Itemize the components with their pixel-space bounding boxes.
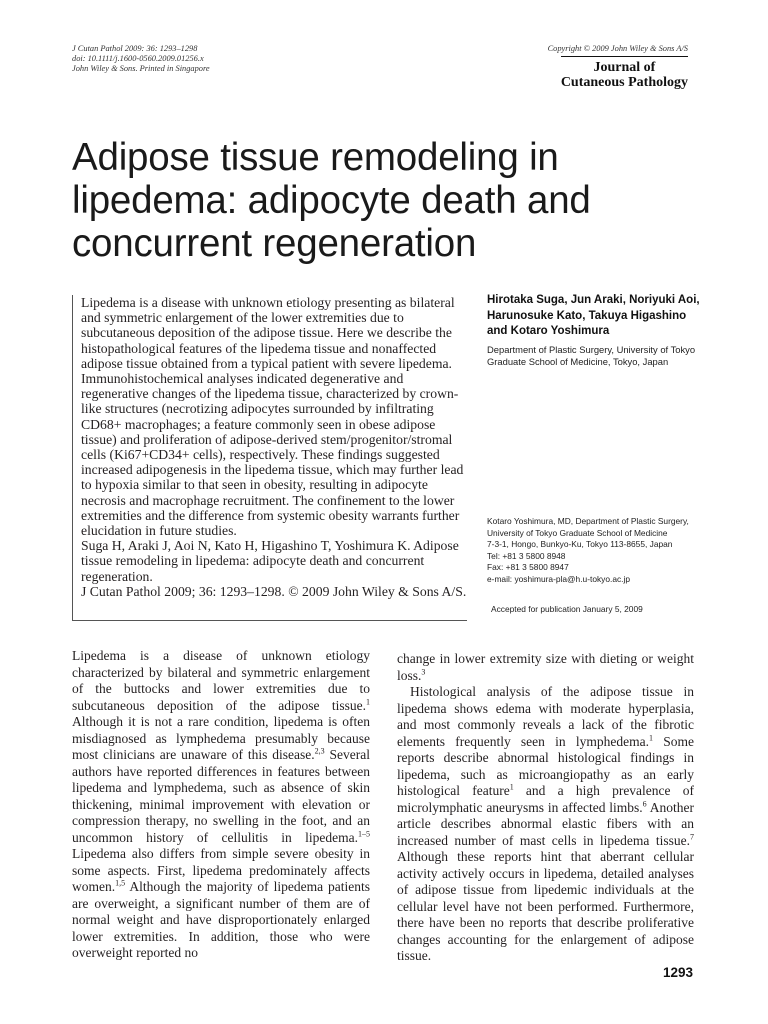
- body-paragraph: Histological analysis of the adipose tissue in lipedema shows edema with moderate hyperplasia, and most commonly reveals a lack of the fibrotic elements frequently seen in lymphedema.$^1$ Some reports describe abnormal histological findings in lipedema, such as microangiopathy as an early histological feature$^1$ and a high prevalence of microlymphatic aneurysms in affected limbs.$^6$ Another article describes abnormal elastic fibers with an increased number of mast cells in lipedema tissue.$^7$ Although these reports hint that aberrant cellular activity actively occurs in lipedema, detailed analyses of adipose tissue from lipedemic individuals at the cellular level have not been performed. Furthermore, there have been no reports that describe proliferative changes accounting for the enlargement of adipose tissue.: [397, 684, 695, 963]
- affiliation: Department of Plastic Surgery, University of Tokyo Graduate School of Medicine, Tokyo, Japan: [487, 343, 696, 367]
- body-column-right: [397, 651, 694, 965]
- abstract-text: Lipedema is a disease with unknown etiology presenting as bilateral and symmetric enlargement of the lower extremities due to subcutaneous deposition of the adipose tissue. Here we describe the histopathological features of the lipedema tissue and nonaffected adipose tissue obtained from a typical patient with severe lipedema. Immunohistochemical analyses indicated degenerative and regenerative changes of the lipedema tissue, characterized by crown-like structures (necrotizing adipocytes surrounded by infiltrating CD68+ macrophages; a feature commonly seen in obese adipose tissue) and proliferation of adipose-derived stem/progenitor/stromal cells (Ki67+CD34+ cells), respectively. These findings suggested increased adipogenesis in the lipedema tissue, which may further lead to hypoxia similar to that seen in obesity, resulting in adipocyte necrosis and macrophage recruitment. The confinement to the lower extremities and the difference from systemic obesity warrants further elucidation in future studies.: [81, 295, 464, 539]
- correspondence-email[interactable]: e-mail: yoshimura-pla@h.u-tokyo.ac.jp: [487, 573, 631, 584]
- citation-line: J Cutan Pathol 2009: 36: 1293–1298: [72, 44, 198, 53]
- correspondence-address: 7-3-1, Hongo, Bunkyo-Ku, Tokyo 113-8655, Japan: [487, 539, 673, 550]
- copyright-notice: Copyright © 2009 John Wiley & Sons A/S: [547, 44, 688, 53]
- citation-header: [72, 44, 372, 74]
- abstract-citation: Suga H, Araki J, Aoi N, Kato H, Higashino T, Yoshimura K. Adipose tissue remodeling in lipedema: adipocyte death and concurrent regeneration.: [81, 538, 459, 584]
- article-title: Adipose tissue remodeling in lipedema: adipocyte death and concurrent regeneration: [72, 136, 591, 265]
- correspondence-name: Kotaro Yoshimura, MD, Department of Plastic Surgery,: [487, 516, 689, 526]
- reference-marker[interactable]: 1,5: [115, 878, 126, 888]
- reference-marker[interactable]: 6: [642, 799, 647, 808]
- correspondence-block: [487, 516, 707, 586]
- reference-marker[interactable]: 7: [690, 832, 694, 841]
- page-number: 1293: [662, 965, 693, 980]
- journal-name-line1: Journal of: [593, 60, 656, 75]
- reference-marker[interactable]: 3: [421, 667, 426, 676]
- reference-marker[interactable]: 1–5: [358, 829, 370, 838]
- correspondence-fax: Fax: +81 3 5800 8947: [487, 562, 569, 573]
- author-list: Hirotaka Suga, Jun Araki, Noriyuki Aoi, Harunosuke Kato, Takuya Higashino and Kotaro Yoshimura: [487, 294, 700, 337]
- body-column-left: [72, 648, 370, 962]
- reference-marker[interactable]: 1: [366, 697, 370, 706]
- correspondence-institution: University of Tokyo Graduate School of Medicine: [487, 527, 668, 538]
- abstract: [72, 295, 467, 621]
- reference-marker[interactable]: 1: [649, 733, 653, 742]
- accepted-date: Accepted for publication January 5, 2009: [491, 604, 643, 614]
- body-paragraph: change in lower extremity size with dieting or weight loss.$^3$: [397, 651, 694, 683]
- reference-marker[interactable]: 1: [509, 782, 514, 792]
- author-block: [487, 293, 702, 369]
- publisher-line: John Wiley & Sons. Printed in Singapore: [72, 64, 210, 73]
- reference-marker[interactable]: 2,3: [314, 746, 325, 756]
- doi-line: doi: 10.1111/j.1600-0560.2009.01256.x: [72, 54, 204, 63]
- body-paragraph: Lipedema is a disease of unknown etiology characterized by bilateral and symmetric enlargement of the buttocks and lower extremities due to subcutaneous deposition of the adipose tissue.$^1$ Although it is not a rare condition, lipedema is often misdiagnosed as lymphedema presumably because most clinicians are unaware of this disease.$^{2,3}$ Several authors have reported differences in features between lipedema and lymphedema, such as absence of skin thickening, minimal improvement with elevation or compression therapy, no swelling in the foot, and an uncommon history of cellulitis in lipedema.$^{1-5}$ Lipedema also differs from simple severe obesity in some aspects. First, lipedema predominately affects women.$^{1,5}$ Although the majority of lipedema patients are overweight, a significant number of them are of normal weight and have disproportionately enlarged lower extremities. In addition, those who were overweight reported no: [72, 648, 370, 960]
- abstract-citation-source: J Cutan Pathol 2009; 36: 1293–1298. © 2009 John Wiley & Sons A/S.: [81, 583, 467, 599]
- journal-name-line2: Cutaneous Pathology: [560, 75, 688, 90]
- correspondence-tel: Tel: +81 3 5800 8948: [487, 550, 566, 561]
- journal-header: [388, 44, 688, 91]
- journal-name: [561, 56, 688, 90]
